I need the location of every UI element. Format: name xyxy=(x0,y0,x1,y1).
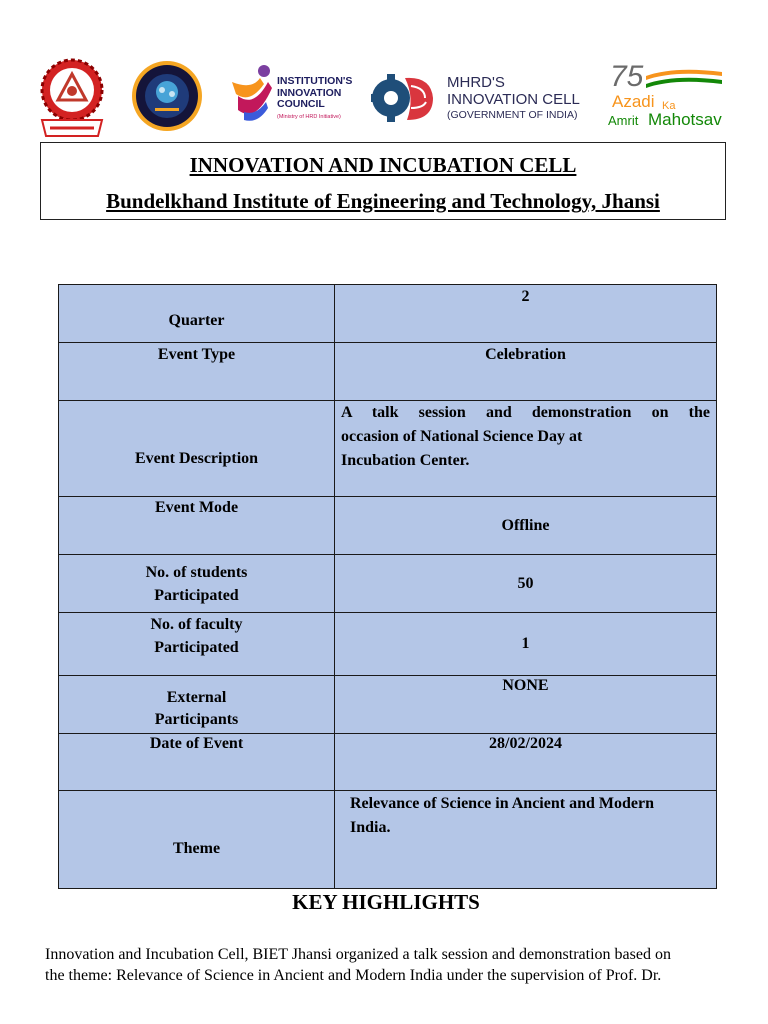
label-event-mode: Event Mode xyxy=(154,499,239,516)
iic-line2: INNOVATION xyxy=(277,86,342,99)
mic-line2: INNOVATION CELL xyxy=(447,91,580,108)
label-event-description: Event Description xyxy=(134,450,259,467)
row-label xyxy=(59,734,335,791)
row-value xyxy=(335,676,717,734)
table-row xyxy=(59,734,717,791)
row-label xyxy=(59,497,335,555)
row-value xyxy=(335,497,717,555)
row-label xyxy=(59,285,335,343)
row-label xyxy=(59,613,335,676)
value-quarter: 2 xyxy=(521,288,530,305)
row-label xyxy=(59,555,335,613)
iedc-circular-logo xyxy=(131,60,203,132)
row-label xyxy=(59,676,335,734)
table-row xyxy=(59,555,717,613)
label-faculty-line2: Participated xyxy=(154,639,239,656)
table-row xyxy=(59,285,717,343)
iic-line1: INSTITUTION'S xyxy=(277,75,353,87)
institute-seal-logo xyxy=(38,58,106,138)
highlights-line2: the theme: Relevance of Science in Ancient and Modern India under the supervision of Prof. Dr. xyxy=(45,967,662,984)
row-value xyxy=(335,285,717,343)
value-theme-line2: India. xyxy=(350,819,391,836)
value-students: 50 xyxy=(517,574,534,592)
azadi-word-azadi: Azadi xyxy=(612,92,655,111)
row-value xyxy=(335,734,717,791)
institutions-innovation-council-logo xyxy=(230,64,368,128)
mic-line1: MHRD'S xyxy=(447,74,505,91)
value-external: NONE xyxy=(502,677,549,694)
row-label xyxy=(59,791,335,889)
value-date: 28/02/2024 xyxy=(489,735,562,752)
label-theme: Theme xyxy=(172,840,221,857)
table-row xyxy=(59,343,717,401)
value-event-type: Celebration xyxy=(485,346,566,363)
label-students-line2: Participated xyxy=(154,586,239,604)
azadi-word-amrit: Amrit xyxy=(608,113,639,128)
label-date: Date of Event xyxy=(149,735,244,752)
row-value xyxy=(335,791,717,889)
mhrd-innovation-cell-logo xyxy=(371,68,593,128)
highlights-paragraph xyxy=(45,944,755,986)
value-event-mode: Offline xyxy=(501,516,550,534)
value-description-line3: Incubation Center. xyxy=(341,452,470,469)
table-row xyxy=(59,497,717,555)
label-external-line2: Participants xyxy=(154,711,239,728)
label-quarter: Quarter xyxy=(168,312,225,329)
label-event-type: Event Type xyxy=(157,346,236,363)
iic-line3: COUNCIL xyxy=(277,98,325,110)
table-row xyxy=(59,791,717,889)
azadi-word-mahotsav: Mahotsav xyxy=(648,110,722,129)
value-faculty: 1 xyxy=(521,635,530,652)
event-details-table xyxy=(58,284,717,889)
label-students-line1: No. of students xyxy=(145,563,248,581)
row-label xyxy=(59,401,335,497)
institute-name: Bundelkhand Institute of Engineering and Technology, Jhansi xyxy=(106,189,660,213)
logo-strip xyxy=(38,58,728,140)
row-value xyxy=(335,343,717,401)
row-value xyxy=(335,401,717,497)
highlights-line1: Innovation and Incubation Cell, BIET Jhansi organized a talk session and demonstration based on xyxy=(45,946,671,963)
document-title: INNOVATION AND INCUBATION CELL xyxy=(189,153,577,177)
document-header xyxy=(40,142,726,220)
table-row xyxy=(59,613,717,676)
table-row xyxy=(59,676,717,734)
azadi-word-ka: Ka xyxy=(662,100,676,112)
value-theme-line1: Relevance of Science in Ancient and Modern xyxy=(350,795,654,812)
row-value xyxy=(335,613,717,676)
brain-gear-icon xyxy=(371,68,437,128)
azadi-ka-amrit-mahotsav-logo xyxy=(604,60,730,129)
label-faculty-line1: No. of faculty xyxy=(150,616,243,633)
row-value xyxy=(335,555,717,613)
azadi-number: 75 xyxy=(610,60,644,93)
flag-swoosh-icon xyxy=(644,66,724,92)
table-row xyxy=(59,401,717,497)
iic-subtitle: (Ministry of HRD Initiative) xyxy=(277,113,341,120)
label-external-line1: External xyxy=(166,689,227,706)
key-highlights-heading: KEY HIGHLIGHTS xyxy=(292,890,480,914)
iic-emblem-icon xyxy=(230,64,274,124)
value-description-line1: A talk session and demonstration on the xyxy=(341,404,710,421)
value-description-line2: occasion of National Science Day at xyxy=(341,428,583,445)
row-label xyxy=(59,343,335,401)
mic-line3: (GOVERNMENT OF INDIA) xyxy=(447,109,578,121)
